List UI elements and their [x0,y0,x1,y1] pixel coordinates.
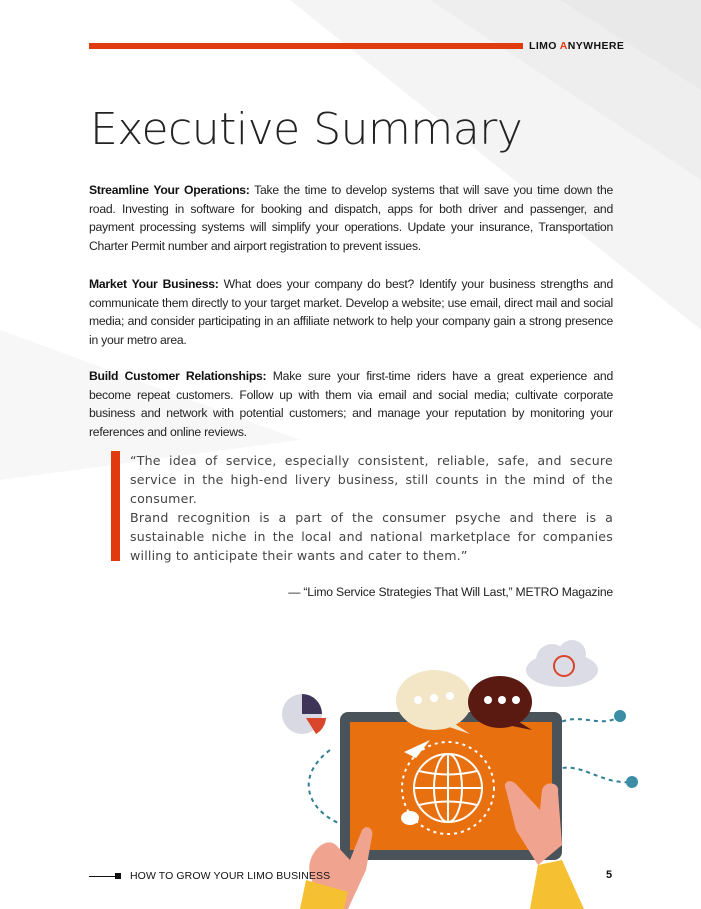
business-illustration [270,630,650,909]
quote-attribution: — “Limo Service Strategies That Will Last,” METRO Magazine [288,585,613,599]
section-body: Take the time to develop systems that will save you time down the road. Investing in software for booking and dispatch, apps for both driver and passenger, and payment processing systems will simplify your operations. Update your insurance, Transportation Charter Permit number and airport registration to prevent issues. [89,183,613,253]
quote-paragraph-2: Brand recognition is a part of the consumer psyche and there is a sustainable niche in the local and national marketplace for companies willing to anticipate their wants and cater to them.” [130,510,613,563]
footer-line [89,876,117,877]
quote-paragraph-1: “The idea of service, especially consistent, reliable, safe, and secure service in the high-end livery business, still counts in the mind of the consumer. [130,453,613,506]
section-body: What does your company do best? Identify your business strengths and communicate them directly to your target market. Develop a website; use email, direct mail and social media; and consider participating in an affiliate network to help your company gain a strong presence in your metro area. [89,277,613,347]
page-number: 5 [606,869,613,881]
section-streamline [89,181,613,255]
quote-accent-bar [111,451,120,561]
page-title: Executive Summary [90,104,523,155]
header-accent-bar [89,43,523,49]
footer-title: HOW TO GROW YOUR LIMO BUSINESS [130,870,331,882]
section-body: Make sure your first-time riders have a great experience and become repeat customers. Follow up with them via email and social media; cultivate corporate business and network with potential customers; and manage your reputation by monitoring your references and online reviews. [89,369,613,439]
footer-marker [115,873,121,879]
section-heading: Market Your Business: [89,277,219,291]
pie-chart-icon [282,694,326,734]
section-heading: Build Customer Relationships: [89,369,267,383]
cloud-sync-icon [526,640,598,687]
section-relationships [89,367,613,441]
brand-logo: LIMO ANYWHERE [529,40,625,52]
section-market [89,275,613,349]
section-heading: Streamline Your Operations: [89,183,250,197]
